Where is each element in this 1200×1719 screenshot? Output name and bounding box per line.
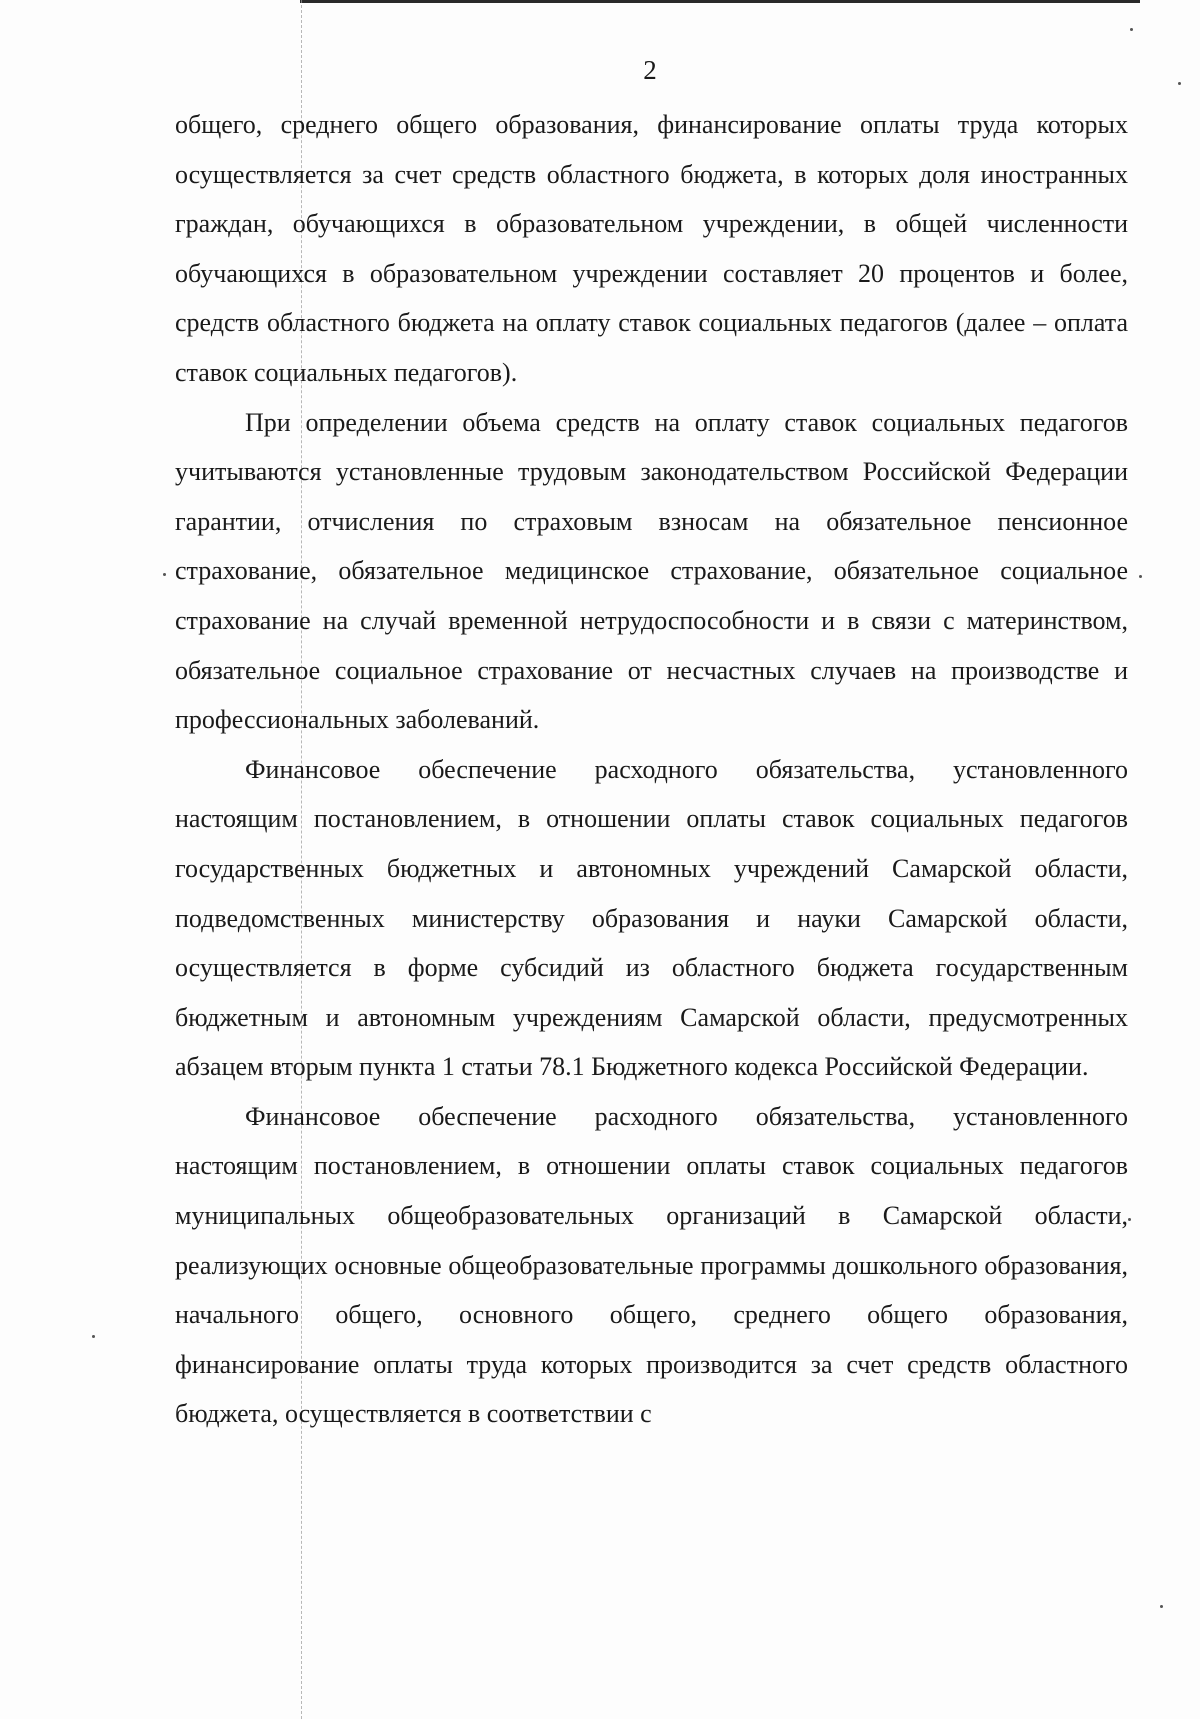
page-number: 2	[643, 55, 657, 85]
scan-speck	[163, 573, 166, 576]
scan-speck	[1128, 1218, 1131, 1221]
scan-speck	[1139, 575, 1142, 578]
top-rule	[300, 0, 1140, 3]
scan-speck	[1130, 28, 1133, 31]
document-body	[175, 100, 1128, 1439]
paragraph-3: Финансовое обеспечение расходного обязательства, установленного настоящим постановлением, в отношении оплаты ставок социальных педагогов государственных бюджетных и автономных учреждений Самарской области, подведомственных министерству образования и науки Самарской области, осуществляется в форме субсидий из областного бюджета государственным бюджетным и автономным учреждениям Самарской области, предусмотренных абзацем вторым пункта 1 статьи 78.1 Бюджетного кодекса Российской Федерации.	[175, 754, 1128, 1082]
scan-speck	[92, 1335, 95, 1338]
scan-speck	[1160, 1605, 1163, 1608]
paragraph-2: При определении объема средств на оплату ставок социальных педагогов учитываются установленные трудовым законодательством Российской Федерации гарантии, отчисления по страховым взносам на обязательное пенсионное страхование, обязательное медицинское страхование, обязательное социальное страхование на случай временной нетрудоспособности и в связи с материнством, обязательное социальное страхование от несчастных случаев на производстве и профессиональных заболеваний.	[175, 407, 1128, 735]
paragraph-4: Финансовое обеспечение расходного обязательства, установленного настоящим постановлением, в отношении оплаты ставок социальных педагогов муниципальных общеобразовательных организаций в Самарской области, реализующих основные общеобразовательные программы дошкольного образования, начального общего, основного общего, среднего общего образования, финансирование оплаты труда которых производится за счет средств областного бюджета, осуществляется в соответствии с	[175, 1101, 1128, 1429]
paragraph-1: общего, среднего общего образования, финансирование оплаты труда которых осуществляется за счет средств областного бюджета, в которых доля иностранных граждан, обучающихся в образовательном учреждении, в общей численности обучающихся в образовательном учреждении составляет 20 процентов и более, средств областного бюджета на оплату ставок социальных педагогов (далее – оплата ставок социальных педагогов).	[175, 110, 1128, 387]
scan-speck	[1178, 82, 1181, 85]
